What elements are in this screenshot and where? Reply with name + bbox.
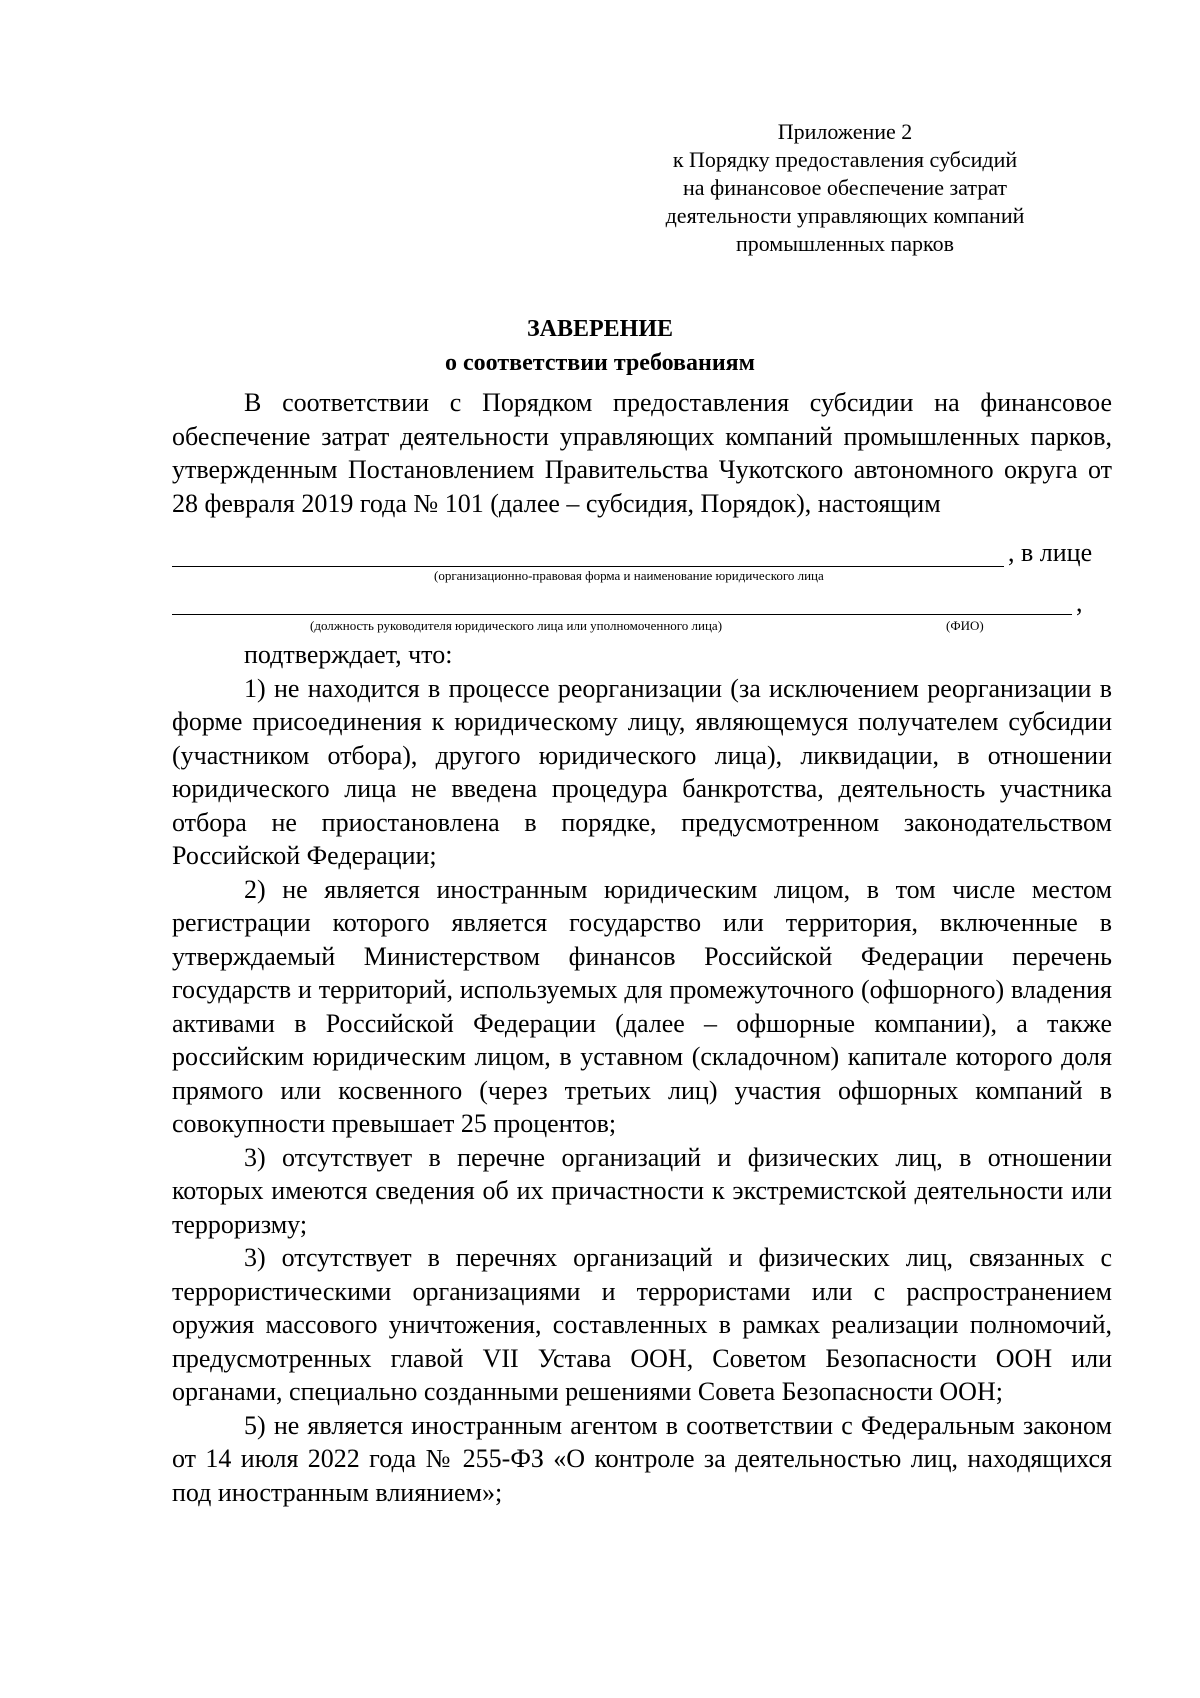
list-item: 3) отсутствует в перечне организаций и физических лиц, в отношении которых имеются сведения об их причастности к экстремистской деятельности или терроризму; — [172, 1142, 1112, 1239]
title-main: ЗАВЕРЕНИЕ — [526, 316, 674, 342]
list-item: 3) отсутствует в перечнях организаций и физических лиц, связанных с террористическими организациями и террористами или с распространением оружия массового уничтожения, составленных в рамках реализации полномочий, предусмотренных главой VII Устава ООН, Советом Безопасности ООН или органами, специально созданными решениями Совета Безопасности ООН; — [172, 1243, 1112, 1406]
intro-paragraph: В соответствии с Порядком предоставления субсидии на финансовое обеспечение затрат деятельности управляющих компаний промышленных парков, утвержденным Постановлением Правительства Чукотского автономного округа от 28 февраля 2019 года № 101 (далее – субсидия, Порядок), настоящим — [172, 388, 1112, 518]
appendix-line: на финансовое обеспечение затрат — [682, 175, 1008, 200]
caption-organization: (организационно-правовая форма и наименование юридического лица — [434, 568, 824, 583]
underline-organization — [172, 566, 1004, 567]
fill-line-suffix: , — [1076, 588, 1083, 617]
caption-fio: (ФИО) — [946, 618, 984, 633]
appendix-line: к Порядку предоставления субсидий — [672, 147, 1018, 172]
fill-line-organization — [172, 538, 1112, 582]
list-item: 2) не является иностранным юридическим лицом, в том числе местом регистрации которого является государство или территория, включенные в утверждаемый Министерством финансов Российской Федерации перечень государств и территорий, используемых для промежуточного (офшорного) владения активами в Российской Федерации (далее – офшорные компании), а также российским юридическим лицом, в уставном (складочном) капитале которого доля прямого или косвенного (через третьих лиц) участия офшорных компаний в совокупности превышает 25 процентов; — [172, 874, 1112, 1138]
document-title — [0, 312, 1200, 380]
appendix-line: промышленных парков — [735, 231, 955, 256]
list-item: 1) не находится в процессе реорганизации (за исключением реорганизации в форме присоединения к юридическому лицу, являющемуся получателем субсидии (участником отбора), другого юридического лица), ликвидации, в отношении юридического лица не введена процедура банкротства, деятельность участника отбора не приостановлена в порядке, предусмотренном законодательством Российской Федерации; — [172, 673, 1112, 870]
underline-representative — [172, 614, 1072, 615]
list-item: 5) не является иностранным агентом в соответствии с Федеральным законом от 14 июля 2022 года № 255-ФЗ «О контроле за деятельностью лиц, находящихся под иностранным влиянием»; — [172, 1410, 1112, 1507]
intro-block — [172, 386, 1112, 520]
title-sub: о соответствии требованиям — [445, 350, 755, 376]
appendix-header — [640, 118, 1050, 258]
confirms-line: подтверждает, что: — [244, 640, 453, 669]
appendix-line: деятельности управляющих компаний — [665, 203, 1025, 228]
caption-position: (должность руководителя юридического лица или уполномоченного лица) — [310, 618, 723, 633]
fill-line-suffix: , в лице — [1008, 538, 1093, 567]
items-block — [172, 638, 1112, 1509]
appendix-line: Приложение 2 — [777, 119, 913, 144]
fill-line-representative — [172, 588, 1112, 632]
